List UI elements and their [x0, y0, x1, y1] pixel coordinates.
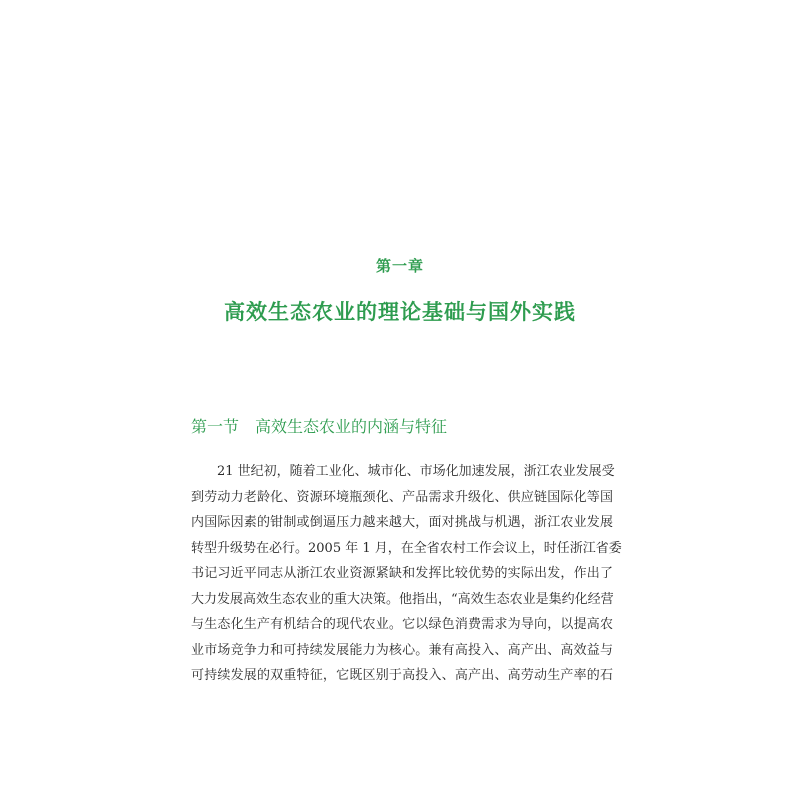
paragraph-line: 与生态化生产有机结合的现代农业。它以绿色消费需求为导向，以提高农 — [191, 617, 613, 632]
paragraph-line: 到劳动力老龄化、资源环境瓶颈化、产品需求升级化、供应链国际化等国 — [191, 489, 613, 505]
paragraph-line: 内国际因素的钳制或倒逼压力越来越大，面对挑战与机遇，浙江农业发展 — [191, 515, 613, 530]
paragraph-line: 可持续发展的双重特征，它既区别于高投入、高产出、高劳动生产率的石 — [191, 668, 613, 683]
chapter-label: 第一章 — [375, 257, 424, 275]
paragraph-line: 业市场竞争力和可持续发展能力为核心。兼有高投入、高产出、高效益与 — [191, 642, 613, 658]
section-title: 第一节 高效生态农业的内涵与特征 — [191, 417, 448, 436]
paragraph-line: 转型升级势在必行。2005 年 1 月，在全省农村工作会议上，时任浙江省委 — [191, 540, 622, 556]
paragraph-line: 21 世纪初，随着工业化、城市化、市场化加速发展，浙江农业发展受 — [217, 464, 615, 479]
chapter-title: 高效生态农业的理论基础与国外实践 — [224, 300, 576, 324]
paragraph-line: 大力发展高效生态农业的重大决策。他指出，“高效生态农业是集约化经营 — [191, 591, 614, 607]
paragraph-line: 书记习近平同志从浙江农业资源紧缺和发挥比较优势的实际出发，作出了 — [191, 566, 613, 581]
body-paragraph — [191, 459, 622, 689]
